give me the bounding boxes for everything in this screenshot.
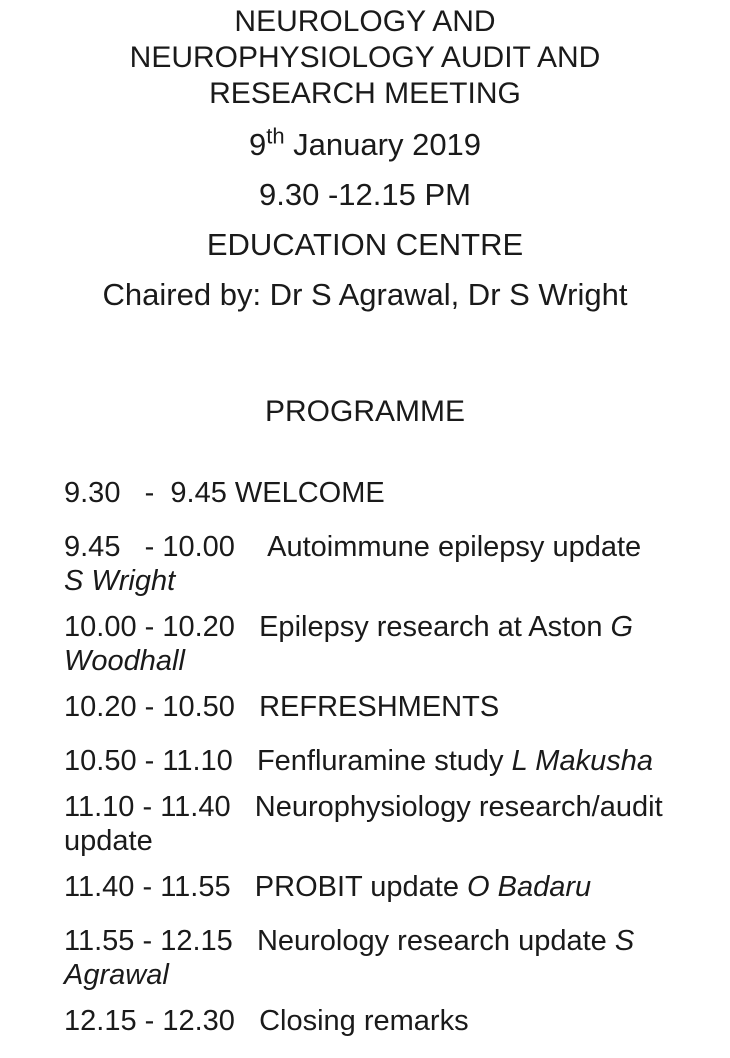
programme-item-title: Epilepsy research at Aston [259,611,603,643]
meeting-date-suffix: th [266,123,285,149]
meeting-date-rest: January 2019 [284,127,482,162]
programme-item-time: 10.20 - 10.50 [64,691,235,723]
programme-item-speaker: S Agrawal [64,925,635,991]
programme-item-speaker: L Makusha [511,745,653,777]
meeting-title-line: NEUROLOGY AND [234,5,496,38]
programme-item-time: 11.10 - 11.40 [64,791,231,823]
meeting-time: 9.30 -12.15 PM [259,177,471,212]
programme-item-title: PROBIT update [254,871,459,903]
programme-item [64,790,664,858]
programme-item [64,476,664,510]
meeting-date-day: 9 [248,127,267,162]
programme-item-title: Autoimmune epilepsy update [267,531,642,563]
meeting-date [0,120,730,170]
programme-item [64,870,664,904]
programme-heading: PROGRAMME [264,395,465,428]
programme-item-title: Fenfluramine study [256,745,504,777]
programme-list [64,476,664,1058]
meeting-title [0,4,730,112]
programme-item-title: WELCOME [234,477,385,509]
programme-item-speaker: G Woodhall [64,611,634,677]
programme-item-title: Closing remarks [259,1005,469,1037]
programme-item-title: Neurology research update [256,925,607,957]
programme-item-time: 11.40 - 11.55 [64,871,231,903]
programme-item-time: 9.30 - 9.45 [64,477,227,509]
meeting-title-line: NEUROPHYSIOLOGY AUDIT AND [129,41,601,74]
programme-item-time: 10.50 - 11.10 [64,745,233,777]
programme-item [64,1004,664,1038]
programme-item-time: 11.55 - 12.15 [64,925,233,957]
programme-item-title: Neurophysiology research/audit update [64,791,663,857]
programme-item-time: 9.45 - 10.00 [64,531,235,563]
programme-item [64,610,664,678]
programme-item [64,744,664,778]
programme-item-title: REFRESHMENTS [259,691,500,723]
programme-item [64,924,664,992]
programme-item-time: 12.15 - 12.30 [64,1005,235,1037]
programme-item-speaker: S Wright [64,565,176,597]
meeting-chairs: Chaired by: Dr S Agrawal, Dr S Wright [102,277,628,312]
programme-item [64,530,664,598]
programme-item [64,690,664,724]
meeting-venue: EDUCATION CENTRE [206,227,524,262]
programme-item-speaker: O Badaru [467,871,592,903]
programme-item-time: 10.00 - 10.20 [64,611,235,643]
meeting-header [0,0,730,320]
meeting-title-line: RESEARCH MEETING [209,77,521,110]
